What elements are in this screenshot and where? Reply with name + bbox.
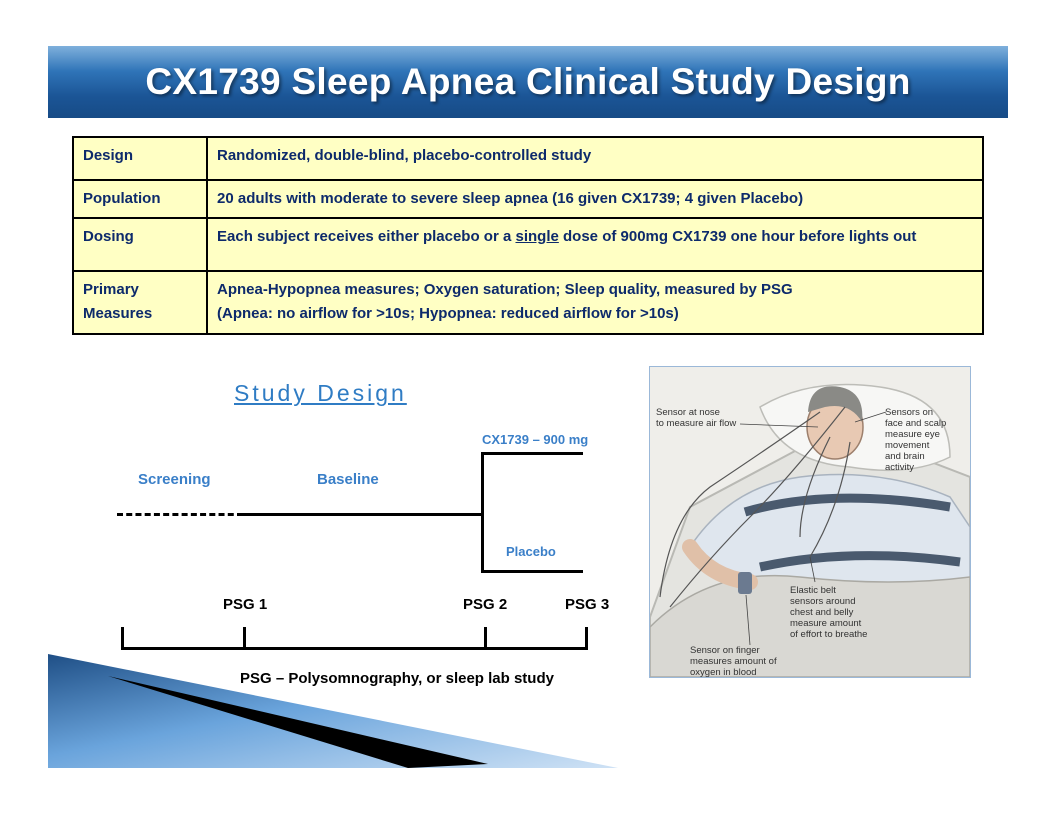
- screening-line: [117, 513, 243, 516]
- row-label: Primary Measures: [73, 271, 207, 334]
- row-value: [207, 271, 983, 334]
- study-design-table: [72, 136, 984, 335]
- table-row: [73, 180, 983, 218]
- finger-sensor-label: Sensor on finger measures amount of oxygen in blood: [690, 645, 777, 678]
- row-label: Design: [73, 137, 207, 180]
- table-row: [73, 137, 983, 180]
- title-bar: [48, 46, 1008, 118]
- nose-sensor-label: Sensor at nose to measure air flow: [656, 407, 737, 429]
- psg1-label: PSG 1: [223, 596, 268, 613]
- baseline-line: [242, 513, 482, 516]
- row-label: Population: [73, 180, 207, 218]
- face-sensor-label: Sensors on face and scalp measure eye movement and brain activity: [885, 407, 947, 473]
- table-row: [73, 218, 983, 271]
- timeline-axis: [121, 647, 588, 650]
- dosing-text-post: dose of 900mg CX1739 one hour before lights out: [558, 228, 917, 245]
- study-design-heading: Study Design: [234, 380, 407, 406]
- drug-arm-label: CX1739 – 900 mg: [482, 432, 589, 447]
- timeline-tick-psg3: [585, 627, 588, 649]
- psg-footnote: PSG – Polysomnography, or sleep lab study: [240, 670, 554, 687]
- dosing-emphasis: single: [515, 228, 559, 245]
- psg2-label: PSG 2: [463, 596, 508, 613]
- screening-label: Screening: [138, 471, 211, 488]
- placebo-arm-line: [481, 570, 583, 573]
- slide-title: CX1739 Sleep Apnea Clinical Study Design: [145, 61, 911, 102]
- row-value: 20 adults with moderate to severe sleep apnea (16 given CX1739; 4 given Placebo): [207, 180, 983, 218]
- arm-split-line: [481, 452, 484, 573]
- measures-line-2: (Apnea: no airflow for >10s; Hypopnea: reduced airflow for >10s): [217, 305, 679, 322]
- row-value: Randomized, double-blind, placebo-controlled study: [207, 137, 983, 180]
- row-label: Dosing: [73, 218, 207, 271]
- sleep-study-illustration: [649, 366, 971, 678]
- belt-sensor-label: Elastic belt sensors around chest and belly measure amount of effort to breathe: [790, 585, 868, 640]
- drug-arm-line: [481, 452, 583, 455]
- dosing-text-pre: Each subject receives either placebo or a: [217, 228, 516, 245]
- baseline-label: Baseline: [317, 471, 379, 488]
- decorative-swoosh: [48, 654, 628, 770]
- row-value: [207, 218, 983, 271]
- timeline-tick-psg2: [484, 627, 487, 649]
- table-row: [73, 271, 983, 334]
- timeline-tick-start: [121, 627, 124, 649]
- measures-line-1: Apnea-Hypopnea measures; Oxygen saturation; Sleep quality, measured by PSG: [217, 281, 793, 298]
- placebo-arm-label: Placebo: [506, 544, 556, 559]
- psg3-label: PSG 3: [565, 596, 610, 613]
- timeline-tick-psg1: [243, 627, 246, 649]
